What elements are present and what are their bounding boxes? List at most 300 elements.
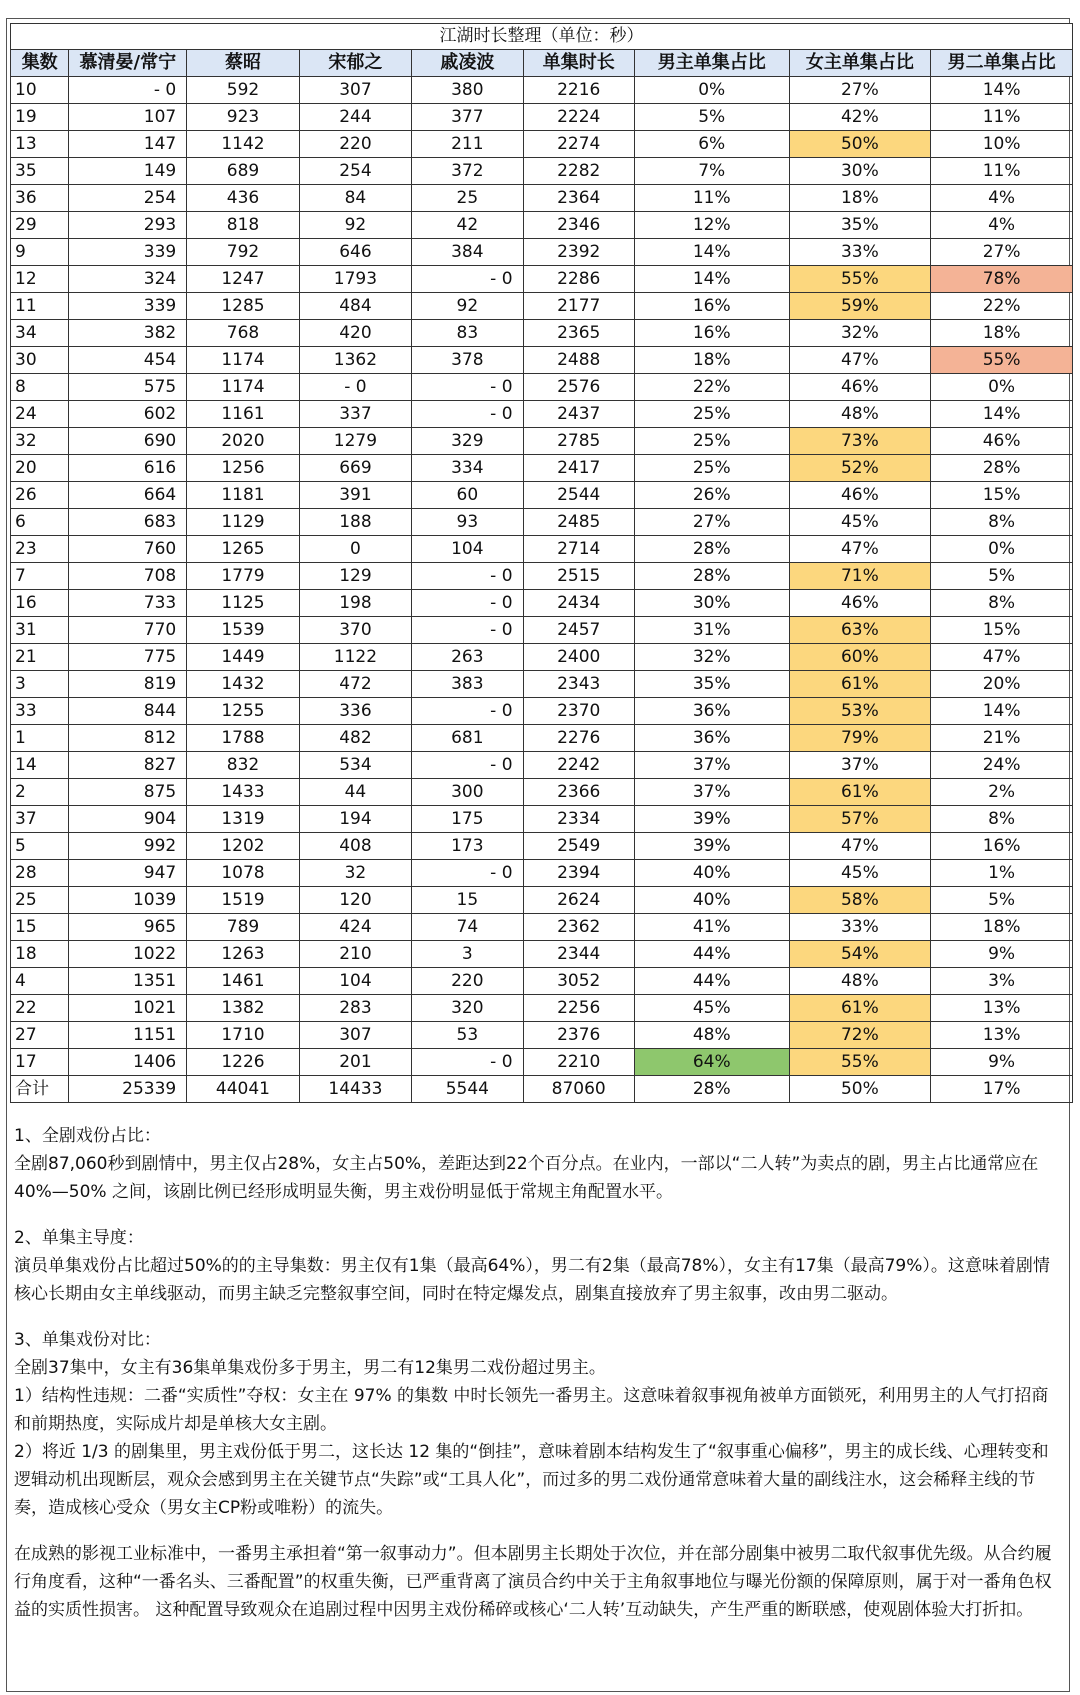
table-cell: 220 xyxy=(299,131,411,158)
table-cell: 25 xyxy=(412,185,523,212)
table-cell: 8 xyxy=(11,374,69,401)
table-cell: 2 xyxy=(11,779,69,806)
table-row xyxy=(11,347,1073,374)
table-cell: 26% xyxy=(634,482,789,509)
table-cell: 383 xyxy=(412,671,523,698)
table-cell: 71% xyxy=(789,563,931,590)
column-header: 男主单集占比 xyxy=(634,50,789,77)
table-cell: 24% xyxy=(931,752,1073,779)
column-header: 宋郁之 xyxy=(299,50,411,77)
table-cell: 15 xyxy=(412,887,523,914)
table-row xyxy=(11,131,1073,158)
table-cell: 2343 xyxy=(523,671,634,698)
table-cell: 46% xyxy=(789,482,931,509)
table-cell: 760 xyxy=(69,536,187,563)
table-cell: 768 xyxy=(187,320,299,347)
table-cell: 1174 xyxy=(187,347,299,374)
table-cell: 1202 xyxy=(187,833,299,860)
section-2-text: 演员单集戏份占比超过50%的的主导集数：男主仅有1集（最高64%），男二有2集（最高78%），女主有17集（最高79%）。这意味着剧情核心长期由女主单线驱动，而男主缺乏完整叙事空间，同时在特定爆发点，剧集直接放弃了男主叙事，改由男二驱动。 xyxy=(14,1256,1050,1304)
table-cell: 45% xyxy=(789,509,931,536)
table-cell: 377 xyxy=(412,104,523,131)
table-cell: 18% xyxy=(634,347,789,374)
table-cell: 5544 xyxy=(412,1076,523,1103)
table-cell: 15% xyxy=(931,482,1073,509)
table-cell: 733 xyxy=(69,590,187,617)
table-cell: 382 xyxy=(69,320,187,347)
table-cell: 254 xyxy=(299,158,411,185)
table-cell: 965 xyxy=(69,914,187,941)
table-cell: 2488 xyxy=(523,347,634,374)
table-cell: 16% xyxy=(634,293,789,320)
table-cell: 211 xyxy=(412,131,523,158)
table-cell: 1449 xyxy=(187,644,299,671)
table-cell: 9% xyxy=(931,941,1073,968)
table-cell: 2370 xyxy=(523,698,634,725)
table-cell: 18 xyxy=(11,941,69,968)
table-cell: 120 xyxy=(299,887,411,914)
table-cell: 681 xyxy=(412,725,523,752)
table-cell: - 0 xyxy=(412,374,523,401)
table-cell: 5 xyxy=(11,833,69,860)
table-cell: 26 xyxy=(11,482,69,509)
table-cell: 0 xyxy=(299,536,411,563)
table-cell: 20% xyxy=(931,671,1073,698)
table-cell: 1181 xyxy=(187,482,299,509)
table-cell: 1710 xyxy=(187,1022,299,1049)
table-cell: 602 xyxy=(69,401,187,428)
table-cell: 337 xyxy=(299,401,411,428)
table-cell: 1125 xyxy=(187,590,299,617)
table-cell: 14% xyxy=(931,698,1073,725)
table-row xyxy=(11,104,1073,131)
table-cell: 1151 xyxy=(69,1022,187,1049)
table-row xyxy=(11,509,1073,536)
table-cell: 27% xyxy=(931,239,1073,266)
table-cell: 2785 xyxy=(523,428,634,455)
table-cell: 424 xyxy=(299,914,411,941)
table-cell: 32 xyxy=(11,428,69,455)
table-cell: 201 xyxy=(299,1049,411,1076)
table-cell: 10 xyxy=(11,77,69,104)
table-cell: 669 xyxy=(299,455,411,482)
table-row xyxy=(11,752,1073,779)
table-cell: 575 xyxy=(69,374,187,401)
table-cell: 789 xyxy=(187,914,299,941)
table-cell: - 0 xyxy=(412,1049,523,1076)
table-cell: 61% xyxy=(789,671,931,698)
table-header-row xyxy=(11,50,1073,77)
table-cell: 482 xyxy=(299,725,411,752)
table-row xyxy=(11,941,1073,968)
table-row xyxy=(11,563,1073,590)
table-cell: 39% xyxy=(634,806,789,833)
table-cell: 3 xyxy=(412,941,523,968)
table-cell: 11% xyxy=(634,185,789,212)
table-cell: 2274 xyxy=(523,131,634,158)
table-cell: 2624 xyxy=(523,887,634,914)
table-cell: 47% xyxy=(789,833,931,860)
table-cell: 48% xyxy=(789,968,931,995)
table-cell: 2362 xyxy=(523,914,634,941)
table-cell: 2276 xyxy=(523,725,634,752)
total-row xyxy=(11,1076,1073,1103)
table-cell: 683 xyxy=(69,509,187,536)
table-cell: 33 xyxy=(11,698,69,725)
section-3-point-2: 2）将近 1/3 的剧集里，男主戏份低于男二，这长达 12 集的“倒挂”，意味着剧本结构发生了“叙事重心偏移”，男主的成长线、心理转变和逻辑动机出现断层，观众会感到男主在关键节点“失踪”或“工具人化”，而过多的男二戏份通常意味着大量的副线注水，这会稀释主线的节奏，造成核心受众（男女主CP粉或唯粉）的流失。 xyxy=(14,1442,1049,1518)
table-cell: 35 xyxy=(11,158,69,185)
table-cell: 210 xyxy=(299,941,411,968)
table-cell: 2434 xyxy=(523,590,634,617)
table-row xyxy=(11,1022,1073,1049)
table-cell: 45% xyxy=(789,860,931,887)
table-cell: 0% xyxy=(634,77,789,104)
table-cell: 2334 xyxy=(523,806,634,833)
table-row xyxy=(11,482,1073,509)
table-cell: 616 xyxy=(69,455,187,482)
section-3-point-1: 1）结构性违规：二番“实质性”夺权：女主在 97% 的集数 中时长领先一番男主。这意味着叙事视角被单方面锁死，利用男主的人气打招商和前期热度，实际成片却是单核大女主剧。 xyxy=(14,1386,1049,1434)
section-1-title: 1、全剧戏份占比： xyxy=(14,1126,161,1146)
table-cell: 1129 xyxy=(187,509,299,536)
table-cell: 2365 xyxy=(523,320,634,347)
table-cell: 2210 xyxy=(523,1049,634,1076)
table-row xyxy=(11,590,1073,617)
table-cell: 46% xyxy=(789,590,931,617)
table-cell: 1432 xyxy=(187,671,299,698)
table-cell: 334 xyxy=(412,455,523,482)
table-row xyxy=(11,1049,1073,1076)
table-cell: 22% xyxy=(634,374,789,401)
table-cell: 1433 xyxy=(187,779,299,806)
table-cell: 812 xyxy=(69,725,187,752)
table-cell: 73% xyxy=(789,428,931,455)
table-cell: 2177 xyxy=(523,293,634,320)
table-cell: 2485 xyxy=(523,509,634,536)
table-cell: 28% xyxy=(634,1076,789,1103)
table-cell: 合计 xyxy=(11,1076,69,1103)
table-cell: 30% xyxy=(634,590,789,617)
table-cell: 21% xyxy=(931,725,1073,752)
table-cell: 336 xyxy=(299,698,411,725)
table-title: 江湖时长整理（单位：秒） xyxy=(11,24,1073,50)
table-cell: 1039 xyxy=(69,887,187,914)
table-cell: 14433 xyxy=(299,1076,411,1103)
table-cell: 27 xyxy=(11,1022,69,1049)
table-cell: 28% xyxy=(931,455,1073,482)
table-cell: 58% xyxy=(789,887,931,914)
table-cell: 46% xyxy=(931,428,1073,455)
table-cell: 175 xyxy=(412,806,523,833)
table-row xyxy=(11,536,1073,563)
table-cell: 83 xyxy=(412,320,523,347)
analysis-notes xyxy=(14,1122,1064,1624)
table-row xyxy=(11,860,1073,887)
table-cell: 27% xyxy=(634,509,789,536)
table-cell: 2224 xyxy=(523,104,634,131)
table-cell: 1256 xyxy=(187,455,299,482)
table-cell: 819 xyxy=(69,671,187,698)
table-cell: 37 xyxy=(11,806,69,833)
table-row xyxy=(11,914,1073,941)
table-cell: 307 xyxy=(299,77,411,104)
table-cell: 78% xyxy=(931,266,1073,293)
table-cell: 220 xyxy=(412,968,523,995)
table-cell: 61% xyxy=(789,779,931,806)
table-row xyxy=(11,671,1073,698)
column-header: 单集时长 xyxy=(523,50,634,77)
table-cell: 708 xyxy=(69,563,187,590)
table-cell: 129 xyxy=(299,563,411,590)
table-cell: 29 xyxy=(11,212,69,239)
table-cell: 408 xyxy=(299,833,411,860)
table-cell: 2020 xyxy=(187,428,299,455)
table-row xyxy=(11,887,1073,914)
table-cell: 40% xyxy=(634,860,789,887)
table-cell: 1078 xyxy=(187,860,299,887)
table-cell: 2714 xyxy=(523,536,634,563)
table-cell: 391 xyxy=(299,482,411,509)
table-cell: 12 xyxy=(11,266,69,293)
table-cell: 254 xyxy=(69,185,187,212)
table-cell: 47% xyxy=(789,536,931,563)
table-cell: 84 xyxy=(299,185,411,212)
table-cell: 2394 xyxy=(523,860,634,887)
table-cell: 14% xyxy=(931,401,1073,428)
table-row xyxy=(11,995,1073,1022)
table-cell: 34 xyxy=(11,320,69,347)
table-row xyxy=(11,806,1073,833)
column-header: 戚凌波 xyxy=(412,50,523,77)
table-cell: 6% xyxy=(634,131,789,158)
table-cell: 1174 xyxy=(187,374,299,401)
table-cell: 47% xyxy=(931,644,1073,671)
table-cell: 22 xyxy=(11,995,69,1022)
table-cell: 9% xyxy=(931,1049,1073,1076)
table-cell: 339 xyxy=(69,239,187,266)
table-cell: 1265 xyxy=(187,536,299,563)
table-row xyxy=(11,77,1073,104)
table-cell: 2364 xyxy=(523,185,634,212)
table-cell: 1362 xyxy=(299,347,411,374)
table-cell: 41% xyxy=(634,914,789,941)
table-cell: 52% xyxy=(789,455,931,482)
table-cell: - 0 xyxy=(412,752,523,779)
table-row xyxy=(11,293,1073,320)
section-1-text: 全剧87,060秒到剧情中，男主仅占28%，女主占50%，差距达到22个百分点。在业内，一部以“二人转”为卖点的剧，男主占比通常应在 40%—50% 之间，该剧比例已经形成明显失衡，男主戏份明显低于常规主角配置水平。 xyxy=(14,1154,1039,1202)
table-cell: 60 xyxy=(412,482,523,509)
table-cell: 30 xyxy=(11,347,69,374)
table-cell: 61% xyxy=(789,995,931,1022)
table-cell: - 0 xyxy=(412,590,523,617)
table-cell: 27% xyxy=(789,77,931,104)
table-cell: 15% xyxy=(931,617,1073,644)
table-row xyxy=(11,968,1073,995)
table-cell: 5% xyxy=(931,887,1073,914)
table-cell: 31% xyxy=(634,617,789,644)
table-cell: 1021 xyxy=(69,995,187,1022)
table-cell: 22% xyxy=(931,293,1073,320)
table-cell: 10% xyxy=(931,131,1073,158)
table-cell: 64% xyxy=(634,1049,789,1076)
table-cell: 1779 xyxy=(187,563,299,590)
table-cell: 11% xyxy=(931,104,1073,131)
table-cell: 53 xyxy=(412,1022,523,1049)
table-row xyxy=(11,779,1073,806)
table-cell: 28% xyxy=(634,536,789,563)
table-cell: 14 xyxy=(11,752,69,779)
table-cell: 534 xyxy=(299,752,411,779)
table-cell: 5% xyxy=(931,563,1073,590)
table-cell: 198 xyxy=(299,590,411,617)
table-cell: 827 xyxy=(69,752,187,779)
table-cell: - 0 xyxy=(412,563,523,590)
table-cell: 16 xyxy=(11,590,69,617)
table-row xyxy=(11,725,1073,752)
table-cell: 1279 xyxy=(299,428,411,455)
table-cell: 9 xyxy=(11,239,69,266)
table-cell: 244 xyxy=(299,104,411,131)
table-cell: 173 xyxy=(412,833,523,860)
table-cell: 0% xyxy=(931,536,1073,563)
table-cell: 2346 xyxy=(523,212,634,239)
table-cell: 2457 xyxy=(523,617,634,644)
table-cell: 36% xyxy=(634,698,789,725)
table-cell: 87060 xyxy=(523,1076,634,1103)
table-cell: 436 xyxy=(187,185,299,212)
table-cell: 53% xyxy=(789,698,931,725)
column-header: 集数 xyxy=(11,50,69,77)
table-cell: 1461 xyxy=(187,968,299,995)
table-cell: 23 xyxy=(11,536,69,563)
table-cell: 47% xyxy=(789,347,931,374)
table-cell: 2417 xyxy=(523,455,634,482)
table-cell: 378 xyxy=(412,347,523,374)
table-cell: 320 xyxy=(412,995,523,1022)
table-cell: 8% xyxy=(931,590,1073,617)
table-cell: - 0 xyxy=(69,77,187,104)
table-cell: 35% xyxy=(789,212,931,239)
table-cell: 28 xyxy=(11,860,69,887)
table-cell: 1% xyxy=(931,860,1073,887)
table-cell: 25% xyxy=(634,428,789,455)
table-cell: 104 xyxy=(412,536,523,563)
table-row xyxy=(11,617,1073,644)
table-cell: 92 xyxy=(299,212,411,239)
table-cell: 92 xyxy=(412,293,523,320)
table-cell: 44041 xyxy=(187,1076,299,1103)
table-cell: 2286 xyxy=(523,266,634,293)
table-cell: 380 xyxy=(412,77,523,104)
column-header: 蔡昭 xyxy=(187,50,299,77)
table-cell: 293 xyxy=(69,212,187,239)
table-cell: 14% xyxy=(931,77,1073,104)
table-cell: 484 xyxy=(299,293,411,320)
table-cell: 2400 xyxy=(523,644,634,671)
table-cell: 7% xyxy=(634,158,789,185)
table-cell: 20 xyxy=(11,455,69,482)
table-cell: 770 xyxy=(69,617,187,644)
table-cell: 74 xyxy=(412,914,523,941)
table-row xyxy=(11,833,1073,860)
table-cell: 79% xyxy=(789,725,931,752)
table-cell: 2% xyxy=(931,779,1073,806)
table-cell: 792 xyxy=(187,239,299,266)
table-cell: 664 xyxy=(69,482,187,509)
section-3-title: 3、单集戏份对比： xyxy=(14,1330,161,1350)
table-cell: 63% xyxy=(789,617,931,644)
table-cell: 50% xyxy=(789,131,931,158)
table-cell: 2376 xyxy=(523,1022,634,1049)
table-cell: 2366 xyxy=(523,779,634,806)
conclusion-text: 在成熟的影视工业标准中，一番男主承担着“第一叙事动力”。但本剧男主长期处于次位，并在部分剧集中被男二取代叙事优先级。从合约履行角度看，这种“一番名头、三番配置”的权重失衡，已严重背离了演员合约中关于主角叙事地位与曝光份额的保障原则，属于对一番角色权益的实质性损害。 这种配置导致观众在追剧过程中因男主戏份稀碎或核心‘二人转’互动缺失，产生严重的断联感，使观剧体验大打折扣。 xyxy=(14,1544,1052,1620)
table-cell: 149 xyxy=(69,158,187,185)
table-row xyxy=(11,266,1073,293)
table-cell: 1539 xyxy=(187,617,299,644)
table-cell: 2576 xyxy=(523,374,634,401)
table-row xyxy=(11,401,1073,428)
table-cell: 2242 xyxy=(523,752,634,779)
table-cell: 55% xyxy=(789,266,931,293)
table-cell: 923 xyxy=(187,104,299,131)
table-cell: 17% xyxy=(931,1076,1073,1103)
table-cell: 17 xyxy=(11,1049,69,1076)
table-cell: 16% xyxy=(634,320,789,347)
table-cell: 6 xyxy=(11,509,69,536)
table-cell: 832 xyxy=(187,752,299,779)
table-cell: 5% xyxy=(634,104,789,131)
table-cell: 1022 xyxy=(69,941,187,968)
table-cell: 8% xyxy=(931,509,1073,536)
table-cell: - 0 xyxy=(299,374,411,401)
table-row xyxy=(11,698,1073,725)
table-cell: 592 xyxy=(187,77,299,104)
table-cell: 1263 xyxy=(187,941,299,968)
table-cell: 44% xyxy=(634,941,789,968)
table-cell: 1351 xyxy=(69,968,187,995)
table-cell: 188 xyxy=(299,509,411,536)
table-cell: 1793 xyxy=(299,266,411,293)
table-cell: 25339 xyxy=(69,1076,187,1103)
table-cell: 55% xyxy=(931,347,1073,374)
table-row xyxy=(11,239,1073,266)
table-cell: 37% xyxy=(634,779,789,806)
table-cell: 1142 xyxy=(187,131,299,158)
table-cell: - 0 xyxy=(412,266,523,293)
column-header: 女主单集占比 xyxy=(789,50,931,77)
table-cell: 59% xyxy=(789,293,931,320)
table-cell: 11% xyxy=(931,158,1073,185)
table-cell: 324 xyxy=(69,266,187,293)
table-cell: 4 xyxy=(11,968,69,995)
table-cell: 104 xyxy=(299,968,411,995)
table-cell: 72% xyxy=(789,1022,931,1049)
table-cell: - 0 xyxy=(412,698,523,725)
table-cell: 54% xyxy=(789,941,931,968)
table-cell: 690 xyxy=(69,428,187,455)
table-cell: 13% xyxy=(931,1022,1073,1049)
table-row xyxy=(11,428,1073,455)
table-cell: 1519 xyxy=(187,887,299,914)
table-cell: 947 xyxy=(69,860,187,887)
table-cell: 3 xyxy=(11,671,69,698)
table-row xyxy=(11,644,1073,671)
table-cell: 147 xyxy=(69,131,187,158)
table-cell: 33% xyxy=(789,914,931,941)
table-cell: 1382 xyxy=(187,995,299,1022)
table-cell: 875 xyxy=(69,779,187,806)
table-cell: 844 xyxy=(69,698,187,725)
table-cell: 2256 xyxy=(523,995,634,1022)
table-cell: 2437 xyxy=(523,401,634,428)
